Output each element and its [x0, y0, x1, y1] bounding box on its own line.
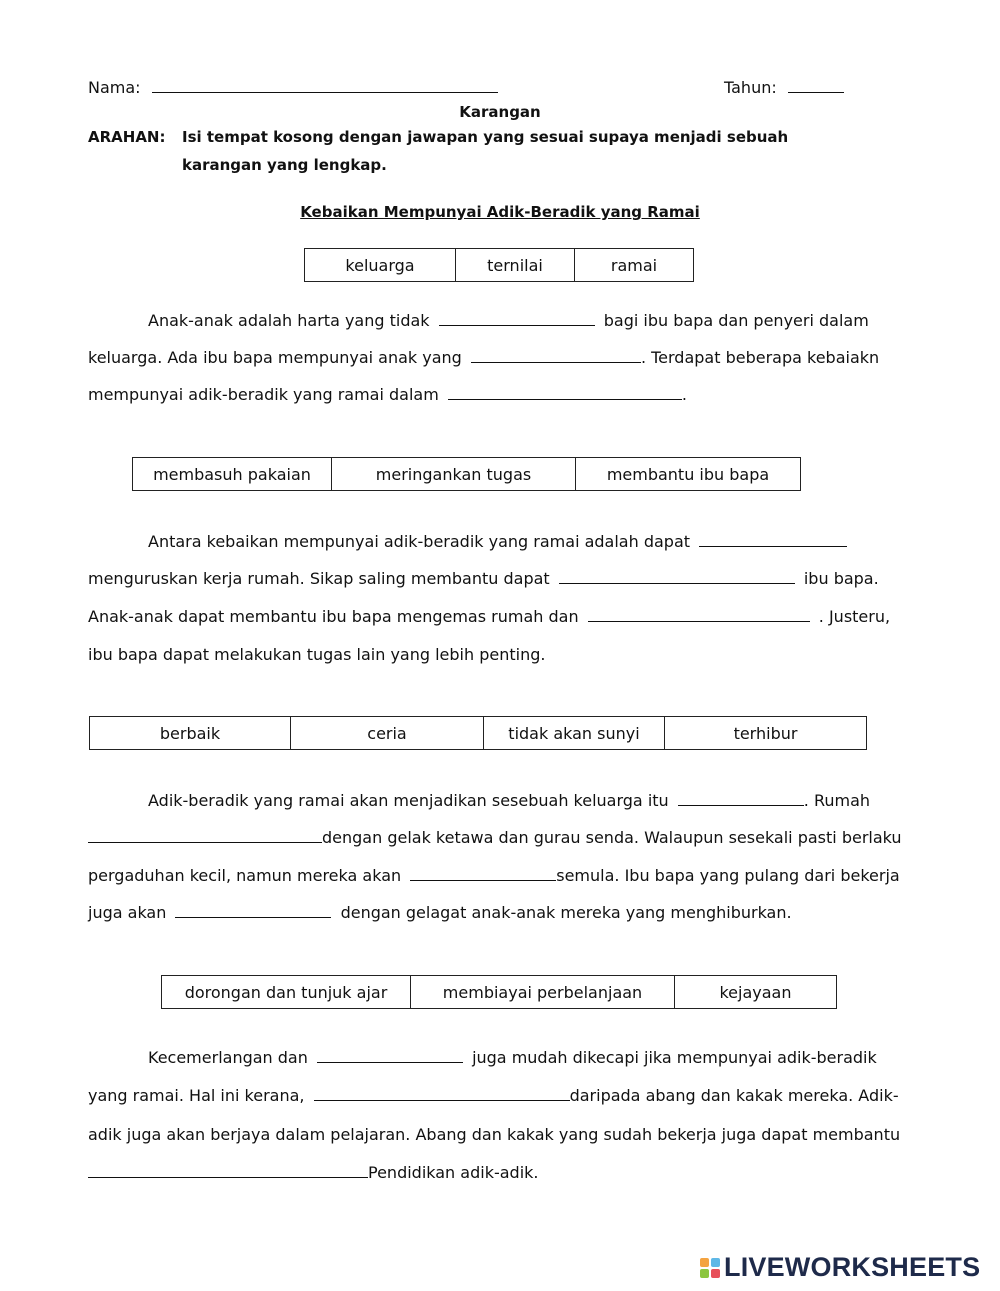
s1-line-2 [88, 348, 879, 367]
blank-2[interactable] [471, 348, 641, 363]
year-field[interactable] [788, 78, 844, 93]
s2-line-1 [88, 532, 847, 551]
blank-13[interactable] [88, 1163, 368, 1178]
logo-square-green [700, 1269, 709, 1278]
s2-l1-before: Antara kebaikan mempunyai adik-beradik yang ramai adalah dapat [148, 532, 691, 551]
word-membiayai-perbelanjaan[interactable]: membiayai perbelanjaan [411, 976, 675, 1009]
blank-10[interactable] [175, 903, 331, 918]
s1-line-1 [88, 311, 869, 330]
blank-12[interactable] [314, 1086, 570, 1101]
word-bank-3 [89, 716, 867, 750]
tahun-label: Tahun: [724, 78, 777, 97]
s2-l2-before: menguruskan kerja rumah. Sikap saling membantu dapat [88, 569, 550, 588]
word-dorongan-dan-tunjuk-ajar[interactable]: dorongan dan tunjuk ajar [162, 976, 411, 1009]
s1-line-3 [88, 385, 687, 404]
s2-l2-after: ibu bapa. [803, 569, 879, 588]
word-membasuh-pakaian[interactable]: membasuh pakaian [133, 458, 332, 491]
name-field[interactable] [152, 78, 498, 93]
blank-3[interactable] [448, 385, 682, 400]
s3-l2-after: dengan gelak ketawa dan gurau senda. Walaupun sesekali pasti berlaku [322, 828, 902, 847]
logo-text: LIVEWORKSHEETS [724, 1252, 981, 1282]
s2-line-2 [88, 569, 879, 588]
essay-title: Kebaikan Mempunyai Adik-Beradik yang Ramai [300, 203, 700, 221]
s3-line-2 [88, 828, 902, 847]
arahan-label: ARAHAN: [88, 128, 166, 146]
s3-l1-after: . Rumah [803, 791, 871, 810]
s1-l3-before: mempunyai adik-beradik yang ramai dalam [88, 385, 439, 404]
s4-line-1 [88, 1048, 877, 1067]
word-ramai[interactable]: ramai [575, 249, 694, 282]
s4-line-3: adik juga akan berjaya dalam pelajaran. Abang dan kakak yang sudah bekerja juga dapat membantu [88, 1125, 901, 1144]
s3-l4-after: dengan gelagat anak-anak mereka yang menghiburkan. [340, 903, 792, 922]
worksheet-title: Karangan [459, 103, 541, 121]
word-ceria[interactable]: ceria [291, 717, 484, 750]
s4-line-4 [88, 1163, 538, 1182]
blank-1[interactable] [439, 311, 595, 326]
s3-l4-before: juga akan [88, 903, 167, 922]
name-row [88, 78, 498, 97]
s3-l3-after: semula. Ibu bapa yang pulang dari bekerja [556, 866, 900, 885]
word-bank-1 [304, 248, 694, 282]
s1-l1-before: Anak-anak adalah harta yang tidak [148, 311, 430, 330]
s1-l1-after: bagi ibu bapa dan penyeri dalam [603, 311, 869, 330]
word-meringankan-tugas[interactable]: meringankan tugas [332, 458, 576, 491]
logo-square-red [711, 1269, 720, 1278]
word-kejayaan[interactable]: kejayaan [675, 976, 837, 1009]
arahan-line-1: Isi tempat kosong dengan jawapan yang sesuai supaya menjadi sebuah [182, 128, 789, 146]
blank-8[interactable] [88, 828, 322, 843]
s4-line-2 [88, 1086, 899, 1105]
blank-11[interactable] [317, 1048, 463, 1063]
liveworksheets-icon [700, 1258, 720, 1278]
year-row [724, 78, 844, 97]
liveworksheets-logo [700, 1252, 980, 1283]
blank-4[interactable] [699, 532, 847, 547]
blank-5[interactable] [559, 569, 795, 584]
s3-line-1 [88, 791, 870, 810]
s2-l3-after: . Justeru, [818, 607, 891, 626]
logo-square-blue [711, 1258, 720, 1267]
s4-l2-after: daripada abang dan kakak mereka. Adik- [569, 1086, 899, 1105]
arahan-line-2: karangan yang lengkap. [182, 156, 387, 174]
s2-l3-before: Anak-anak dapat membantu ibu bapa mengemas rumah dan [88, 607, 579, 626]
s4-l4-after: Pendidikan adik-adik. [368, 1163, 539, 1182]
s2-line-4: ibu bapa dapat melakukan tugas lain yang lebih penting. [88, 645, 546, 664]
nama-label: Nama: [88, 78, 141, 97]
blank-9[interactable] [410, 866, 556, 881]
blank-6[interactable] [588, 607, 810, 622]
word-tidak-akan-sunyi[interactable]: tidak akan sunyi [484, 717, 665, 750]
word-bank-2 [132, 457, 801, 491]
logo-square-orange [700, 1258, 709, 1267]
s1-l2-before: keluarga. Ada ibu bapa mempunyai anak yang [88, 348, 462, 367]
s4-l1-before: Kecemerlangan dan [148, 1048, 308, 1067]
s1-l3-after: . [681, 385, 687, 404]
s3-line-3 [88, 866, 900, 885]
s2-line-3 [88, 607, 890, 626]
word-ternilai[interactable]: ternilai [456, 249, 575, 282]
word-membantu-ibu-bapa[interactable]: membantu ibu bapa [576, 458, 801, 491]
s3-l1-before: Adik-beradik yang ramai akan menjadikan sesebuah keluarga itu [148, 791, 669, 810]
word-bank-4 [161, 975, 837, 1009]
s4-l2-before: yang ramai. Hal ini kerana, [88, 1086, 305, 1105]
word-terhibur[interactable]: terhibur [665, 717, 867, 750]
word-berbaik[interactable]: berbaik [90, 717, 291, 750]
blank-7[interactable] [678, 791, 804, 806]
s4-l1-after: juga mudah dikecapi jika mempunyai adik-beradik [472, 1048, 877, 1067]
s3-line-4 [88, 903, 792, 922]
s3-l3-before: pergaduhan kecil, namun mereka akan [88, 866, 402, 885]
s1-l2-after: . Terdapat beberapa kebaiakn [640, 348, 880, 367]
word-keluarga[interactable]: keluarga [305, 249, 456, 282]
